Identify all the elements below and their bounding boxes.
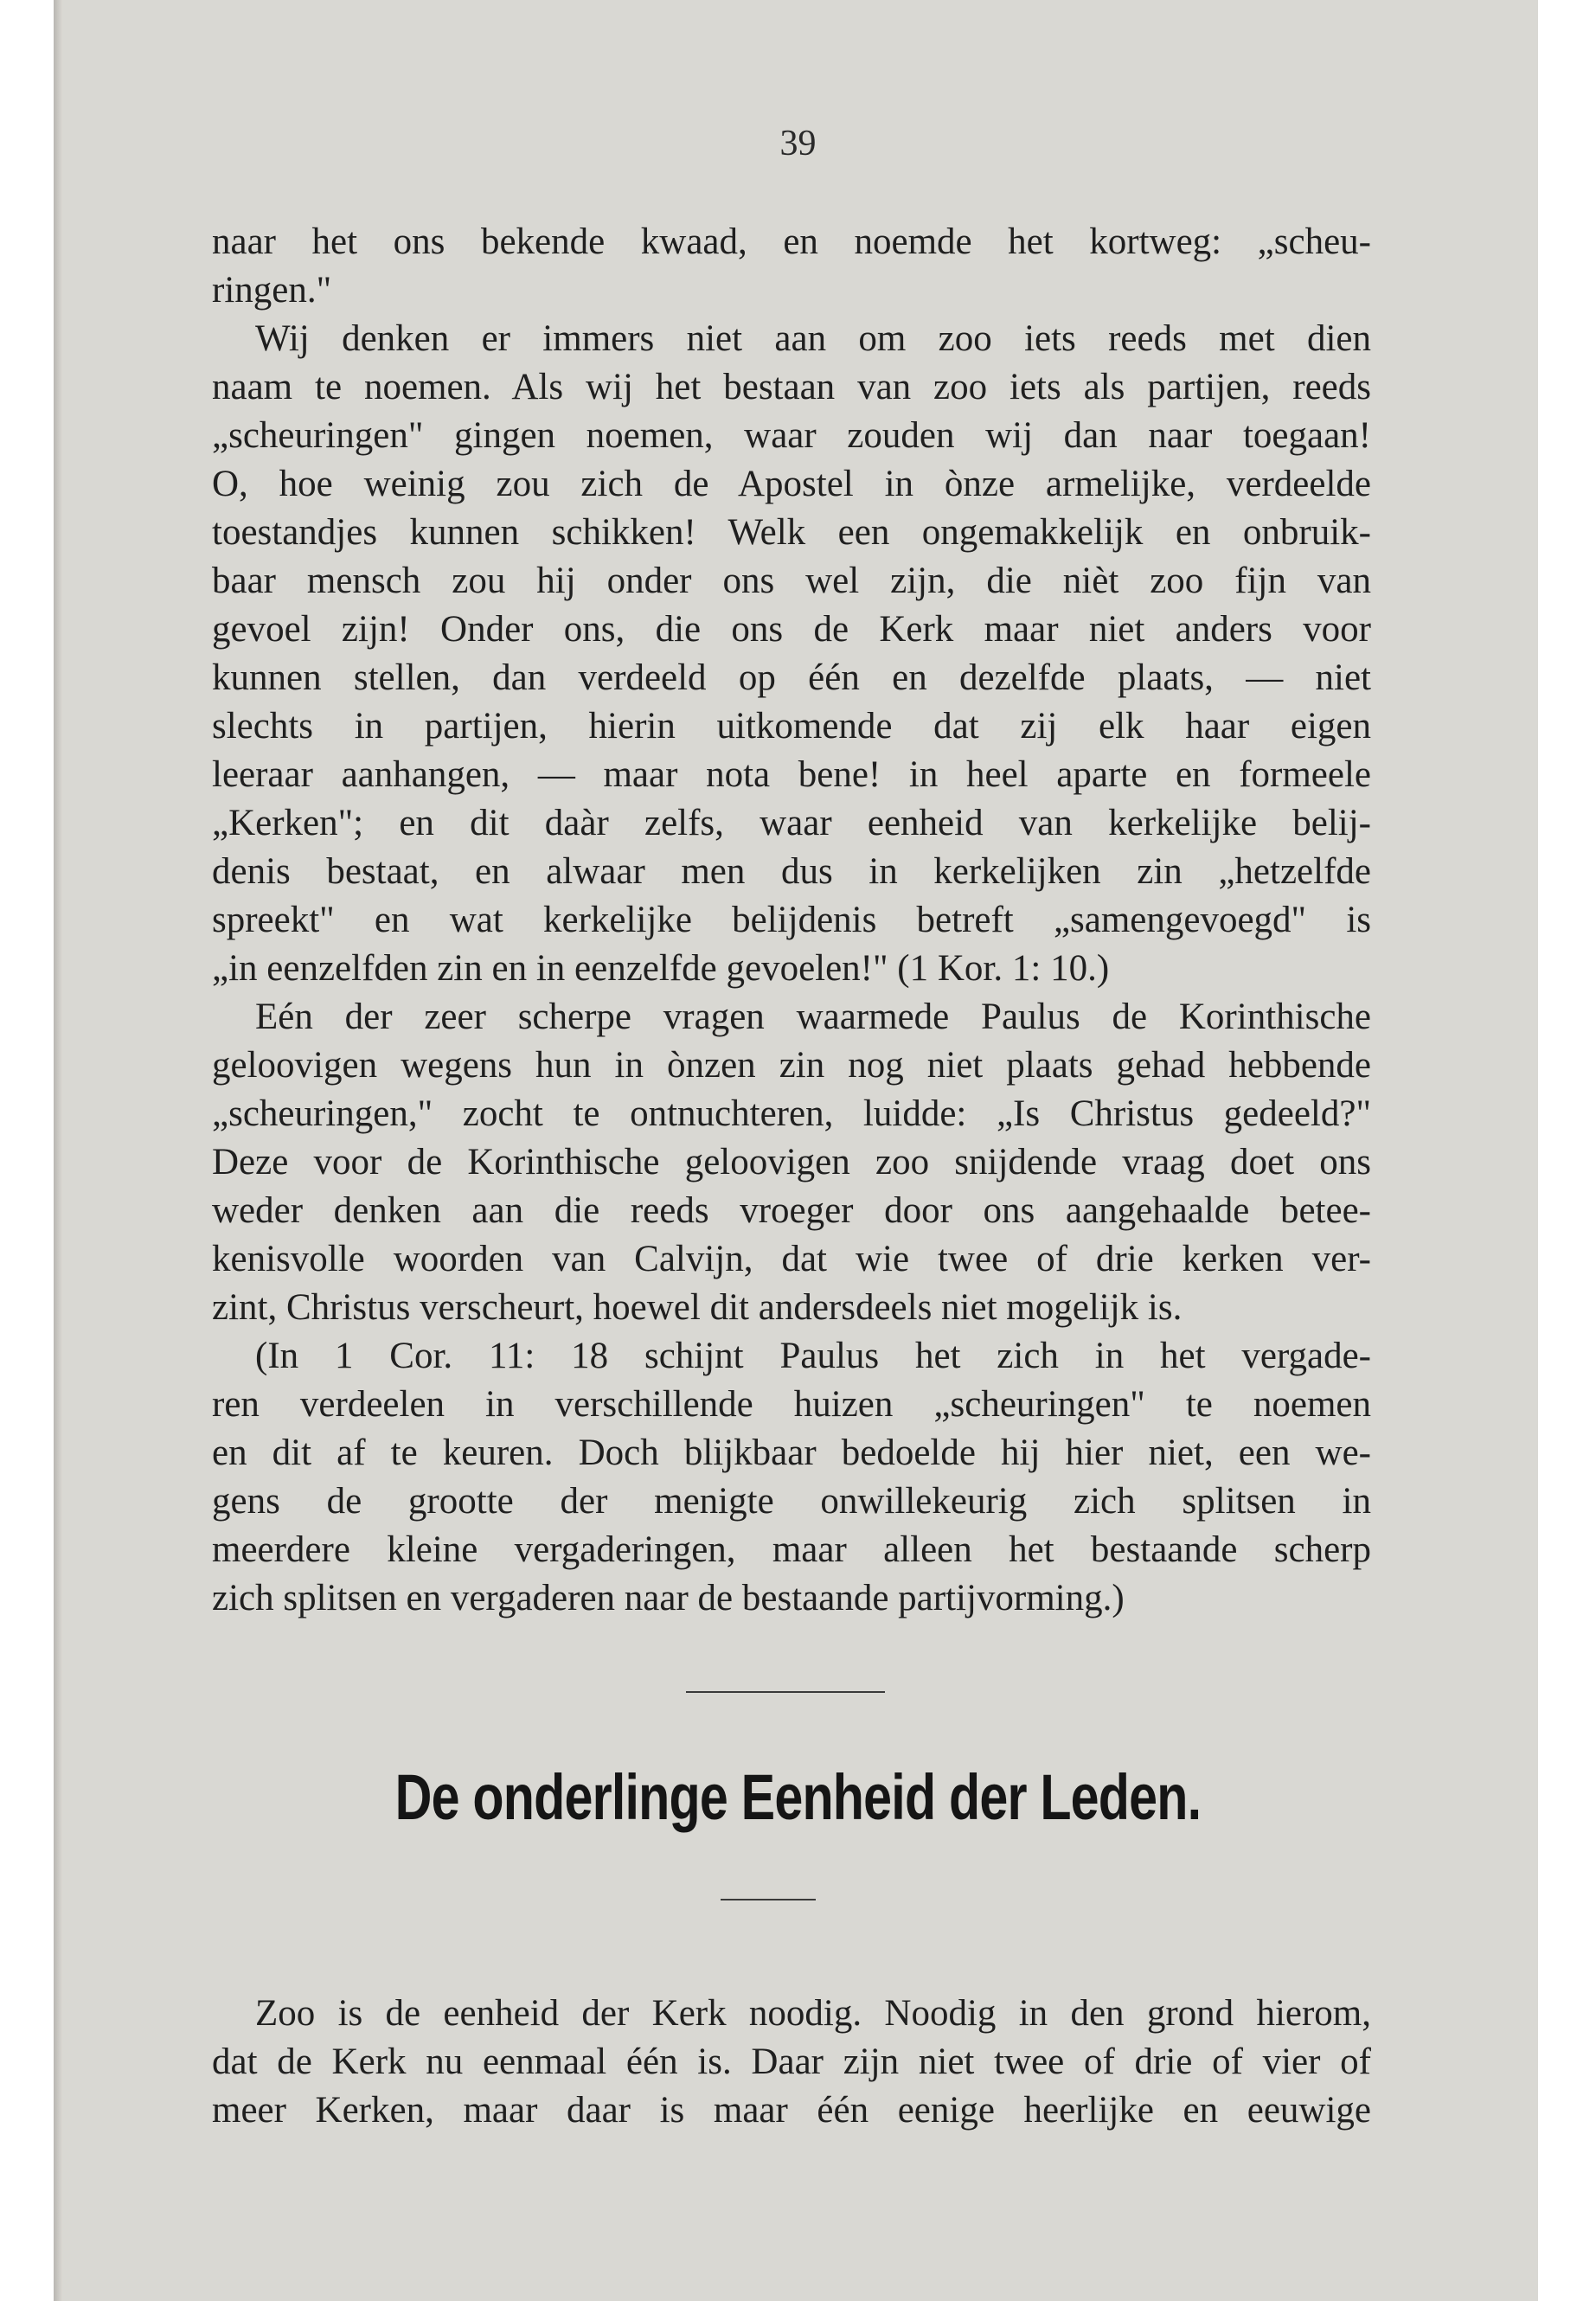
- text-line: weder denken aan die reeds vroeger door ons aangehaalde betee-: [212, 1190, 1371, 1231]
- divider-rule: [686, 1691, 885, 1693]
- page-edge-shadow: [54, 0, 62, 2301]
- text-line: „scheuringen," zocht te ontnuchteren, luidde: „Is Christus gedeeld?": [212, 1093, 1371, 1134]
- text-line: ren verdeelen in verschillende huizen „scheuringen" te noemen: [212, 1384, 1371, 1425]
- text-line: kunnen stellen, dan verdeeld op één en dezelfde plaats, — niet: [212, 657, 1371, 698]
- text-line: „in eenzelfden zin en in eenzelfde gevoelen!" (1 Kor. 1: 10.): [212, 948, 1110, 989]
- text-line: spreekt" en wat kerkelijke belijdenis betreft „samengevoegd" is: [212, 900, 1371, 940]
- text-line: gens de grootte der menigte onwillekeurig zich splitsen in: [212, 1481, 1371, 1522]
- text-line: naar het ons bekende kwaad, en noemde het kortweg: „scheu-: [212, 221, 1371, 262]
- text-line: Eén der zeer scherpe vragen waarmede Paulus de Korinthische: [255, 997, 1371, 1037]
- text-line: zich splitsen en vergaderen naar de bestaande partijvorming.): [212, 1578, 1125, 1618]
- divider-rule: [721, 1899, 816, 1900]
- text-line: denis bestaat, en alwaar men dus in kerkelijken zin „hetzelfde: [212, 851, 1371, 892]
- page-number: 39: [779, 124, 817, 163]
- text-line: ringen.": [212, 270, 332, 311]
- text-line: zint, Christus verscheurt, hoewel dit andersdeels niet mogelijk is.: [212, 1287, 1183, 1328]
- section-body-text: [212, 1990, 1371, 2135]
- scan-margin-right: [1538, 0, 1596, 2301]
- text-line: meerdere kleine vergaderingen, maar alleen het bestaande scherp: [212, 1529, 1371, 1570]
- text-line: gevoel zijn! Onder ons, die ons de Kerk maar niet anders voor: [212, 609, 1371, 650]
- text-line: slechts in partijen, hierin uitkomende dat zij elk haar eigen: [212, 706, 1371, 747]
- text-line: kenisvolle woorden van Calvijn, dat wie twee of drie kerken ver-: [212, 1239, 1371, 1279]
- text-line: Zoo is de eenheid der Kerk noodig. Noodig in den grond hierom,: [255, 1993, 1371, 2034]
- text-line: geloovigen wegens hun in ònzen zin nog niet plaats gehad hebbende: [212, 1045, 1371, 1086]
- text-line: baar mensch zou hij onder ons wel zijn, die nièt zoo fijn van: [212, 561, 1371, 601]
- text-line: (In 1 Cor. 11: 18 schijnt Paulus het zich in het vergade-: [255, 1336, 1371, 1376]
- body-text: [212, 218, 1371, 1623]
- text-line: leeraar aanhangen, — maar nota bene! in heel aparte en formeele: [212, 754, 1371, 795]
- text-line: dat de Kerk nu eenmaal één is. Daar zijn niet twee of drie of vier of: [212, 2041, 1371, 2082]
- text-line: „Kerken"; en dit daàr zelfs, waar eenheid van kerkelijke belij-: [212, 803, 1371, 843]
- text-line: en dit af te keuren. Doch blijkbaar bedoelde hij hier niet, een we-: [212, 1433, 1371, 1473]
- scan-margin-left: [0, 0, 54, 2301]
- text-line: toestandjes kunnen schikken! Welk een ongemakkelijk en onbruik-: [212, 512, 1371, 553]
- text-line: Deze voor de Korinthische geloovigen zoo snijdende vraag doet ons: [212, 1142, 1371, 1183]
- text-line: Wij denken er immers niet aan om zoo iets reeds met dien: [255, 318, 1371, 359]
- text-line: O, hoe weinig zou zich de Apostel in ònze armelijke, verdeelde: [212, 464, 1371, 504]
- text-line: naam te noemen. Als wij het bestaan van zoo iets als partijen, reeds: [212, 367, 1371, 407]
- section-heading: De onderlinge Eenheid der Leden.: [394, 1761, 1202, 1833]
- text-line: „scheuringen" gingen noemen, waar zouden wij dan naar toegaan!: [212, 415, 1371, 456]
- text-line: meer Kerken, maar daar is maar één eenige heerlijke en eeuwige: [212, 2090, 1371, 2131]
